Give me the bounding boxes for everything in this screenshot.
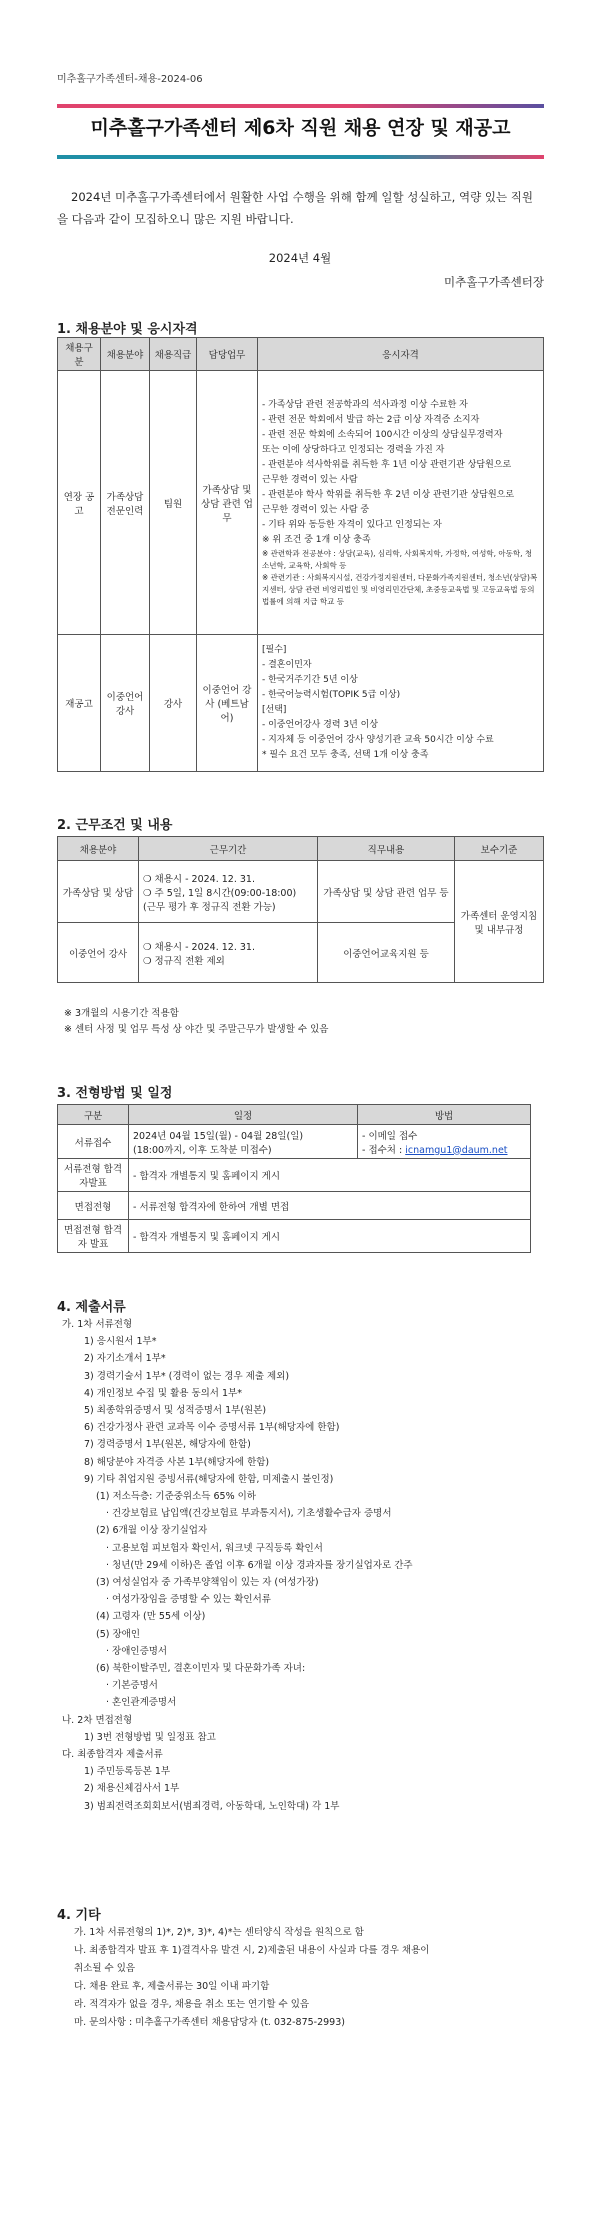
table-header: 구분 [58, 1105, 129, 1125]
list-item: 1) 주민등록등본 1부 [84, 1766, 171, 1778]
intro-paragraph: 2024년 미추홀구가족센터에서 원활한 사업 수행을 위해 함께 일할 성실하고, 역량 있는 직원을 다음과 같이 모집하오니 많은 지원 바랍니다. [57, 190, 533, 226]
cell-duty: 가족상담 및 상담 관련 업무 [197, 371, 258, 635]
qualification-line: - 관련 전문 학회에서 발급 하는 2급 이상 자격증 소지자 [262, 414, 480, 425]
conditions-table [57, 836, 544, 983]
note-line: ※ 3개월의 시용기간 적용함 [64, 1008, 179, 1019]
cell-period [139, 923, 318, 983]
cell-rank: 강사 [150, 635, 197, 772]
cell-text: - 서류전형 합격자에 한하여 개별 면접 [129, 1192, 531, 1220]
list-item: 3) 경력기술서 1부* (경력이 없는 경우 제출 제외) [84, 1370, 290, 1382]
list-item: (2) 6개월 이상 장기실업자 [96, 1525, 208, 1537]
table-header: 채용분야 [101, 338, 150, 371]
list-item: 나. 최종합격자 발표 후 1)결격사유 발견 시, 2)제출된 내용이 사실과 다를 경우 채용이 [74, 1945, 430, 1956]
cell-qualifications [258, 371, 544, 635]
page-title: 미추홀구가족센터 제6차 직원 채용 연장 및 재공고 [90, 117, 511, 139]
qualification-note: ※ 관련기관 : 사회복지시설, 건강가정지원센터, 다문화가족지원센터, 청소년(상담)복지센터, 상담 관련 비영리법인 및 비영리민간단체, 초중등교육법 및 고등교육법 등의 법률에 의해 지급 학교 등 [262, 572, 538, 606]
cell-duty: 이중언어 강사 (베트남어) [197, 635, 258, 772]
period-line: ❍ 채용시 - 2024. 12. 31. [143, 873, 255, 885]
period-line: ❍ 주 5일, 1일 8시간(09:00-18:00) [143, 887, 297, 899]
list-item: · 기본증명서 [106, 1680, 158, 1692]
list-item: 3) 범죄전력조회회보서(범죄경력, 아동학대, 노인학대) 각 1부 [84, 1800, 340, 1812]
list-item: · 건강보험료 납입액(건강보험료 부과통지서), 기초생활수급자 증명서 [106, 1508, 392, 1520]
other-list [74, 1924, 429, 2032]
period-line: (근무 평가 후 정규직 전환 가능) [143, 901, 276, 913]
cell-rank: 팀원 [150, 371, 197, 635]
qualification-line: ※ 위 조건 중 1개 이상 충족 [262, 534, 371, 545]
qualification-line: - 관련 전문 학회에 소속되어 100시간 이상의 상담실무경력자 [262, 429, 503, 440]
list-item: 라. 적격자가 없을 경우, 채용을 취소 또는 연기할 수 있음 [74, 1999, 310, 2010]
list-item: 1) 3번 전형방법 및 일정표 참고 [84, 1731, 216, 1743]
schedule-line: (18:00까지, 이후 도착분 미접수) [133, 1144, 272, 1156]
qualification-line: 근무한 경력이 있는 사람 [262, 474, 358, 485]
qualification-line: - 결혼이민자 [262, 660, 312, 670]
period-line: ❍ 채용시 - 2024. 12. 31. [143, 941, 255, 953]
cell-text: - 합격자 개별통지 및 홈페이지 게시 [129, 1220, 531, 1253]
list-item: (3) 여성실업자 중 가족부양책임이 있는 자 (여성가장) [96, 1577, 319, 1589]
list-item: 8) 해당분야 자격증 사본 1부(해당자에 한함) [84, 1456, 270, 1468]
section-3-heading: 3. 전형방법 및 일정 [57, 1086, 173, 1101]
list-item: 2) 채용신체검사서 1부 [84, 1783, 180, 1795]
issuer: 미추홀구가족센터장 [444, 275, 544, 289]
list-item: · 여성가장임을 증명할 수 있는 확인서류 [106, 1594, 271, 1606]
qualification-line: - 이중언어강사 경력 3년 이상 [262, 720, 379, 730]
cell-period [139, 861, 318, 923]
list-item: 6) 건강가정사 관련 교과목 이수 증명서류 1부(해당자에 한함) [84, 1422, 340, 1434]
table-row [58, 1220, 531, 1253]
table-row [58, 861, 544, 923]
email-link[interactable]: icnamgu1@daum.net [405, 1144, 508, 1156]
note-line: ※ 센터 사정 및 업무 특성 상 야간 및 주말근무가 발생할 수 있음 [64, 1024, 329, 1035]
cell-schedule [129, 1125, 358, 1159]
table-header: 담당업무 [197, 338, 258, 371]
section-5-heading: 4. 기타 [57, 1908, 101, 1923]
qualification-line: - 기타 위와 동등한 자격이 있다고 인정되는 자 [262, 519, 442, 530]
cell-method [358, 1125, 531, 1159]
table-header-row [58, 837, 544, 861]
qualification-line: [필수] [262, 645, 287, 655]
table-row [58, 1159, 531, 1192]
table-row [58, 1125, 531, 1159]
method-line: - 이메일 접수 [362, 1130, 418, 1142]
qualification-line: - 관련분야 학사 학위를 취득한 후 2년 이상 관련기관 상담원으로 [262, 489, 515, 500]
qualification-line: - 지자체 등 이중언어 강사 양성기관 교육 50시간 이상 수료 [262, 735, 494, 745]
period-line: ❍ 정규직 전환 제외 [143, 955, 225, 967]
cell-text: - 합격자 개별통지 및 홈페이지 게시 [129, 1159, 531, 1192]
cell-qualifications [258, 635, 544, 772]
cell-job: 이중언어교육지원 등 [318, 923, 455, 983]
list-item: 취소될 수 있음 [74, 1963, 136, 1974]
section-1-heading: 1. 채용분야 및 응시자격 [57, 322, 198, 337]
list-item: · 청년(만 29세 이하)은 졸업 이후 6개월 이상 경과자를 장기실업자로 간주 [106, 1559, 413, 1571]
cell-field: 가족상담 전문인력 [101, 371, 150, 635]
list-item: 7) 경력증명서 1부(원본, 해당자에 한함) [84, 1439, 251, 1451]
conditions-notes [64, 1006, 328, 1038]
schedule-line: 2024년 04월 15일(월) - 04월 28일(일) [133, 1130, 304, 1142]
list-item: 4) 개인정보 수집 및 활용 동의서 1부* [84, 1387, 242, 1399]
table-header: 근무기간 [139, 837, 318, 861]
table-row [58, 371, 544, 635]
cell-field: 가족상담 및 상담 [58, 861, 139, 923]
cell-field: 이중언어 강사 [58, 923, 139, 983]
list-item: 가. 1차 서류전형 [62, 1319, 133, 1330]
cell-type: 재공고 [58, 635, 101, 772]
cell-pay: 가족센터 운영지침 및 내부규정 [455, 861, 544, 983]
list-item: (1) 저소득층: 기준중위소득 65% 이하 [96, 1491, 256, 1503]
cell-stage: 서류전형 합격자발표 [58, 1159, 129, 1192]
documents-list [62, 1316, 413, 1815]
list-item: · 혼인관계증명서 [106, 1697, 177, 1709]
list-item: · 고용보험 피보험자 확인서, 워크넷 구직등록 확인서 [106, 1542, 323, 1554]
table-header-row [58, 338, 544, 371]
list-item: (6) 북한이탈주민, 결혼이민자 및 다문화가족 자녀: [96, 1663, 306, 1675]
cell-stage: 면접전형 합격자 발표 [58, 1220, 129, 1253]
table-header: 방법 [358, 1105, 531, 1125]
notice-date: 2024년 4월 [268, 251, 332, 265]
qualification-line: 근무한 경력이 있는 사람 중 [262, 504, 370, 515]
cell-stage: 면접전형 [58, 1192, 129, 1220]
qualification-note: ※ 관련학과 전공분야 : 상담(교육), 심리학, 사회복지학, 가정학, 여성학, 아동학, 청소년학, 교육학, 사회학 등 [262, 548, 533, 570]
qualification-line: - 관련분야 석사학위를 취득한 후 1년 이상 관련기관 상담원으로 [262, 459, 512, 470]
list-item: 9) 기타 취업지원 증빙서류(해당자에 한함, 미제출시 불인정) [84, 1473, 334, 1485]
list-item: · 장애인증명서 [106, 1645, 168, 1657]
table-header: 채용구분 [58, 338, 101, 371]
qualification-line: * 필수 요건 모두 충족, 선택 1개 이상 충족 [262, 750, 429, 760]
cell-job: 가족상담 및 상담 관련 업무 등 [318, 861, 455, 923]
document-number: 미추홀구가족센터-채용-2024-06 [57, 74, 203, 85]
qualification-line: 또는 이에 상당하다고 인정되는 경력을 가진 자 [262, 444, 445, 455]
list-item: 나. 2차 면접전형 [62, 1714, 133, 1726]
list-item: 가. 1차 서류전형의 1)*, 2)*, 3)*, 4)*는 센터양식 작성을 원칙으로 함 [74, 1927, 364, 1938]
title-top-bar [57, 104, 544, 108]
table-header-row [58, 1105, 531, 1125]
table-header: 채용분야 [58, 837, 139, 861]
table-row [58, 635, 544, 772]
table-header: 보수기준 [455, 837, 544, 861]
method-line [362, 1142, 526, 1156]
list-item: 2) 자기소개서 1부* [84, 1353, 166, 1365]
list-item: (4) 고령자 (만 55세 이상) [96, 1611, 206, 1623]
qualification-line: - 가족상담 관련 전공학과의 석사과정 이상 수료한 자 [262, 399, 468, 410]
section-4-heading: 4. 제출서류 [57, 1300, 126, 1315]
section-2-heading: 2. 근무조건 및 내용 [57, 818, 173, 833]
method-prefix: - 접수처 : [362, 1144, 406, 1156]
qualification-line: [선택] [262, 705, 287, 715]
table-header: 일정 [129, 1105, 358, 1125]
list-item: (5) 장애인 [96, 1628, 141, 1640]
list-item: 5) 최종학위증명서 및 성적증명서 1부(원본) [84, 1405, 267, 1417]
table-header: 직무내용 [318, 837, 455, 861]
qualification-line: - 한국거주기간 5년 이상 [262, 675, 358, 685]
cell-field: 이중언어 강사 [101, 635, 150, 772]
list-item: 마. 문의사항 : 미추홀구가족센터 채용담당자 (t. 032-875-2993) [74, 2017, 345, 2028]
cell-type: 연장 공고 [58, 371, 101, 635]
list-item: 다. 최종합격자 제출서류 [62, 1749, 163, 1761]
title-bottom-bar [57, 155, 544, 159]
cell-stage: 서류접수 [58, 1125, 129, 1159]
qualification-line: - 한국어능력시험(TOPIK 5급 이상) [262, 690, 401, 700]
recruitment-table [57, 337, 544, 772]
schedule-table [57, 1104, 531, 1253]
table-header: 응시자격 [258, 338, 544, 371]
table-header: 채용직급 [150, 338, 197, 371]
list-item: 1) 응시원서 1부* [84, 1336, 157, 1348]
list-item: 다. 채용 완료 후, 제출서류는 30일 이내 파기함 [74, 1981, 270, 1992]
table-row [58, 1192, 531, 1220]
